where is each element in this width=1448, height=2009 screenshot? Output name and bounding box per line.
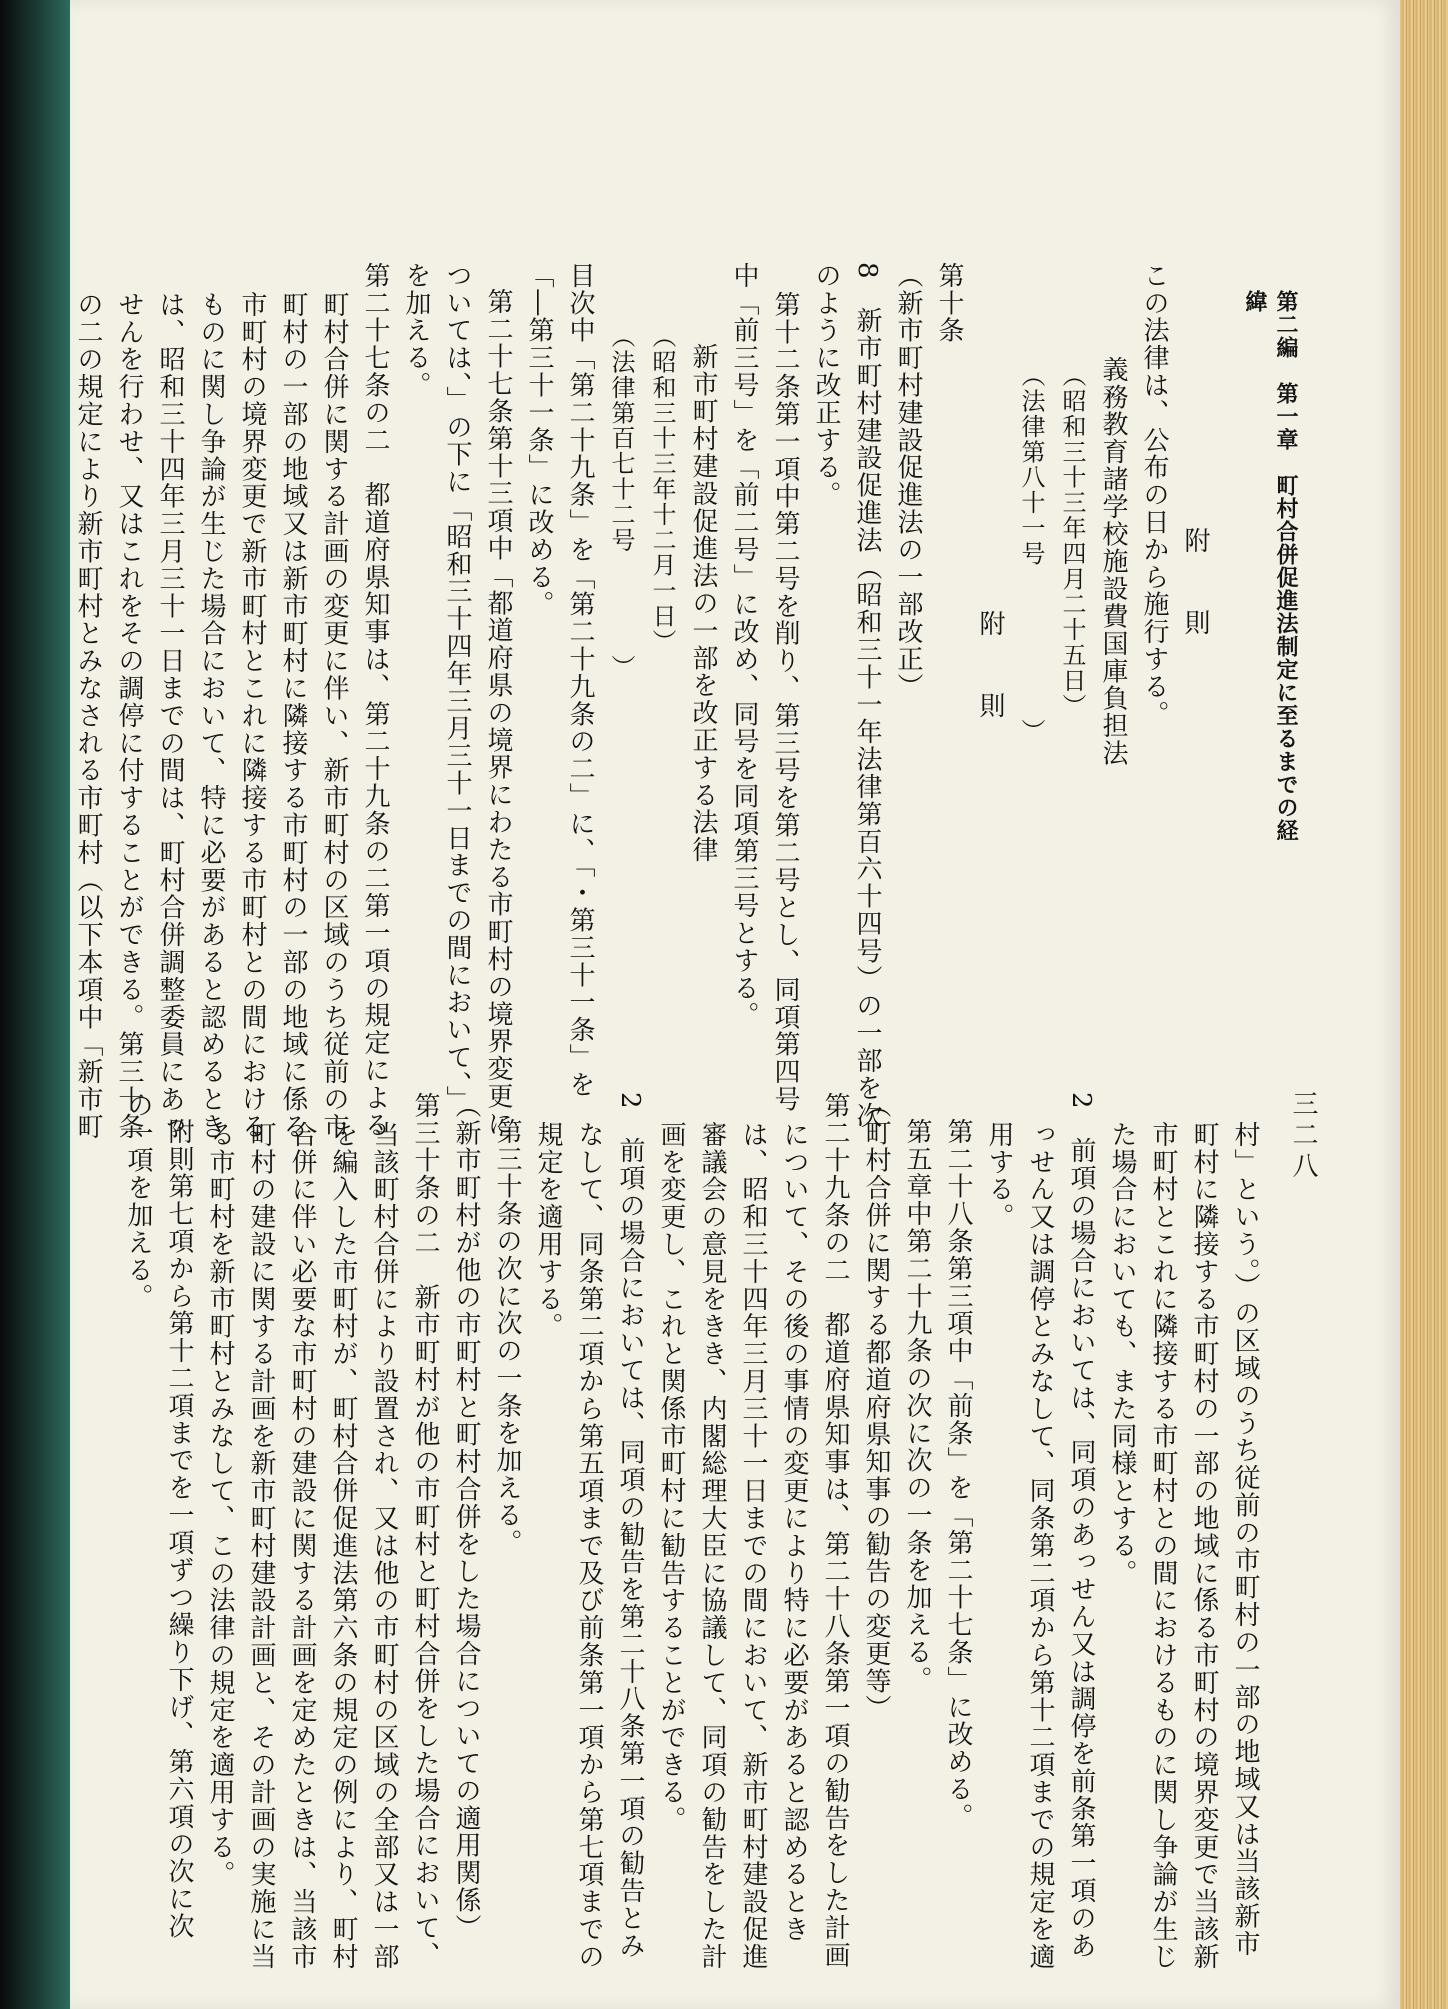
text-line: 2 前項の場合においては、同項のあっせん又は調停を前条第一項のあ (1066, 1092, 1096, 1960)
text-line: 8 新市町村建設促進法（昭和三十一年法律第百六十四号）の一部を次 (852, 262, 882, 1130)
book-spine (0, 0, 70, 2009)
running-head: 第二編 第一章 町村合併促進法制定に至るまでの経緯 (1242, 290, 1299, 842)
text-line: （昭和三十三年十二月一日） (648, 324, 676, 655)
text-line: る市町村を新市町村とみなして、この法律の規定を適用する。 (205, 1120, 235, 1888)
text-line: ものに関し争論が生じた場合において、特に必要があると認めるとき (196, 290, 226, 1140)
text-line: （昭和三十三年四月二十五日） (1058, 362, 1086, 719)
text-line: この法律は、公布の日から施行する。 (1139, 262, 1169, 728)
text-line: せんを行わせ、又はこれをその調停に付することができる。第三十条 (114, 290, 144, 1140)
text-line: 第三十条の二 新市町村が他の市町村と町村合併をした場合において、 (410, 1092, 440, 1969)
text-line: 規定を適用する。 (533, 1120, 563, 1340)
bottom-text-column (123, 1092, 1265, 1970)
text-line: なして、同条第二項から第五項まで及び前条第一項から第七項までの (574, 1120, 604, 1970)
text-line: は、昭和三十四年三月三十一日までの間は、町村合併調整委員にあっ (155, 290, 185, 1140)
text-line: 第十条 (934, 262, 964, 345)
text-line: （町村合併に関する都道府県知事の勧告の変更等） (861, 1092, 891, 1723)
text-line: 市町村の境界変更で新市町村とこれに隣接する市町村との間における (237, 290, 267, 1140)
text-line: （法律第百七十二号 ） (607, 324, 635, 680)
text-line: ついては、」の下に「昭和三十四年三月三十一日までの間において、」 (442, 262, 472, 1113)
text-line: 村」という。）の区域のうち従前の市町村の一部の地域又は当該新市 (1230, 1120, 1260, 1957)
text-line: 第二十七条の二 都道府県知事は、第二十九条の二第一項の規定による (360, 262, 390, 1139)
text-line: 目次中「第二十九条」を「第二十九条の二」に、「・第三十一条」を (565, 262, 595, 1099)
text-line: について、その後の事情の変更により特に必要があると認めるとき (779, 1120, 809, 1943)
text-line: 町村合併に関する計画の変更に伴い、新市町村の区域のうち従前の市 (319, 290, 349, 1140)
text-line: 第二十八条第三項中「前条」を「第二十七条」に改める。 (943, 1118, 973, 1831)
text-line: 審議会の意見をきき、内閣総理大臣に協議して、同項の勧告をした計 (697, 1120, 727, 1970)
page-number: 三二八 (1288, 1090, 1318, 1183)
text-line: 第五章中第二十九条の次に次の一条を加える。 (902, 1118, 932, 1694)
text-line: 市町村とこれに隣接する市町村との間におけるものに関し争論が生じ (1148, 1120, 1178, 1970)
text-line: （法律第八十一号 ） (1017, 362, 1045, 744)
text-line: の二の規定により新市町村とみなされる市町村（以下本項中「新市町 (73, 290, 103, 1140)
text-line: 新市町村建設促進法の一部を改正する法律 (688, 342, 718, 864)
text-line: 第十二条第一項中第二号を削り、第三号を第二号とし、同項第四号 (770, 290, 800, 1113)
text-line: た場合においても、また同様とする。 (1107, 1120, 1137, 1587)
page-edges (1400, 0, 1448, 2009)
text-line: を編入した市町村が、町村合併促進法第六条の規定の例により、町村 (328, 1120, 358, 1970)
text-line: 当該町村合併により設置され、又は他の市町村の区域の全部又は一部 (369, 1120, 399, 1970)
text-line: （新市町村が他の市町村と町村合併をした場合についての適用関係） (451, 1092, 481, 1942)
text-line: 用する。 (984, 1120, 1014, 1231)
text-line: 第三十条の次に次の一条を加える。 (492, 1118, 522, 1557)
top-text-column (73, 262, 1215, 1140)
text-line: のように改正する。 (811, 262, 841, 509)
text-line: の一項を加える。 (123, 1092, 153, 1312)
text-line: 「―第三十一条」に改める。 (524, 262, 554, 619)
text-line: 町村の建設に関する計画を新市町村建設計画と、その計画の実施に当 (246, 1120, 276, 1970)
text-line: 附 則 (975, 610, 1005, 720)
text-line: （新市町村建設促進法の一部改正） (893, 262, 923, 701)
text-line: 第二十九条の二 都道府県知事は、第二十八条第一項の勧告をした計画 (820, 1092, 850, 1969)
text-line: 第二十七条第十三項中「都道府県の境界にわたる市町村の境界変更に (483, 288, 513, 1138)
text-line: 合併に伴い必要な市町村の建設に関する計画を定めたときは、当該市 (287, 1120, 317, 1970)
text-line: は、昭和三十四年三月三十一日までの間において、新市町村建設促進 (738, 1120, 768, 1970)
text-line: 附則第七項から第十二項までを一項ずつ繰り下げ、第六項の次に次 (164, 1118, 194, 1940)
text-line: っせん又は調停とみなして、同条第二項から第十二項までの規定を適 (1025, 1120, 1055, 1970)
text-line: 附 則 (1180, 527, 1210, 637)
text-line: 町村に隣接する市町村の一部の地域に係る市町村の境界変更で当該新 (1189, 1120, 1219, 1970)
text-line: 画を変更し、これと関係市町村に勧告することができる。 (656, 1120, 686, 1833)
text-line: 義務教育諸学校施設費国庫負担法 (1098, 355, 1128, 767)
text-line: 中「前三号」を「前二号」に改め、同号を同項第三号とする。 (729, 262, 759, 1030)
text-line: を加える。 (401, 262, 431, 399)
text-line: 2 前項の場合においては、同項の勧告を第二十八条第一項の勧告とみ (615, 1092, 645, 1960)
text-line: 町村の一部の地域又は新市町村に隣接する市町村の一部の地域に係る (278, 290, 308, 1140)
